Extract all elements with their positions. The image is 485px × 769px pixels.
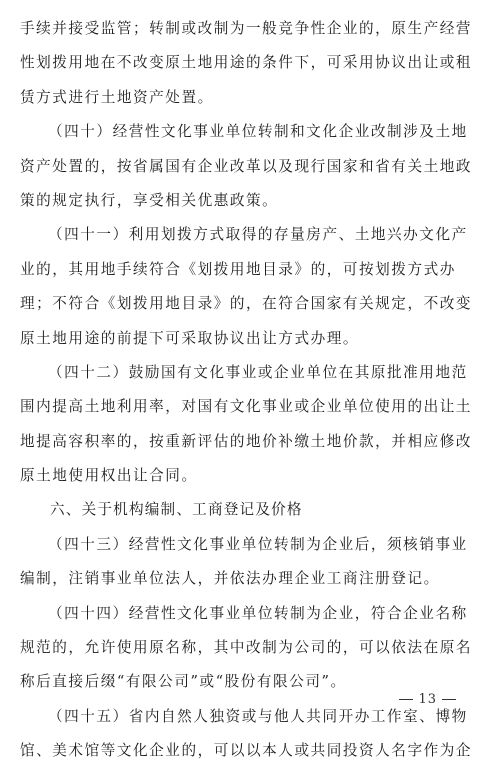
text-line: 手续并接受监管；转制或改制为一般竞争性企业的，原生产经营 [20, 20, 473, 37]
text-line: 原土地使用权出让合同。 [20, 467, 198, 485]
footer-dash-left [399, 699, 413, 700]
page-footer [394, 692, 461, 707]
text-line: 规范的，允许使用原名称，其中改制为公司的，可以依法在原名 [20, 639, 473, 657]
text-line: 理；不符合《划拨用地目录》的，在符合国家有关规定，不改变 [20, 295, 473, 313]
paragraph-start-line: （四十一）利用划拨方式取得的存量房产、土地兴办文化产 [48, 226, 468, 244]
text-line: 性划拨用地在不改变原土地用途的条件下，可采用协议出让或租 [20, 54, 473, 72]
paragraph-start-line: （四十三）经营性文化事业单位转制为企业后，须核销事业 [48, 535, 468, 553]
text-line: 赁方式进行土地资产处置。 [20, 88, 214, 106]
section-heading: 六、关于机构编制、工商登记及价格 [50, 501, 303, 519]
paragraph-start-line: （四十五）省内自然人独资或与他人共同开办工作室、博物 [48, 707, 468, 725]
text-line: 业的，其用地手续符合《划拨用地目录》的，可按划拨方式办 [20, 260, 456, 278]
paragraph-start-line: （四十）经营性文化事业单位转制和文化企业改制涉及土地 [48, 123, 468, 141]
paragraph-start-line: （四十四）经营性文化事业单位转制为企业，符合企业名称 [48, 604, 468, 622]
text-line: 策的规定执行，享受相关优惠政策。 [20, 191, 279, 209]
text-line: 资产处置的，按省属国有企业改革以及现行国家和省有关土地政 [20, 157, 473, 175]
page-number: 13 [418, 692, 437, 707]
paragraph-start-line: （四十二）鼓励国有文化事业或企业单位在其原批准用地范 [48, 363, 468, 381]
text-line: 原土地用途的前提下可采取协议出让方式办理。 [20, 329, 360, 347]
text-line: 馆、美术馆等文化企业的，可以以本人或共同投资人名字作为企 [20, 742, 473, 760]
text-line: 编制，注销事业单位法人，并依法办理企业工商注册登记。 [20, 570, 440, 588]
footer-dash-right [442, 699, 456, 700]
text-line: 称后直接后缀“有限公司”或“股份有限公司”。 [20, 673, 347, 691]
text-line: 地提高容积率的，按重新评估的地价补缴土地价款，并相应修改 [20, 432, 473, 450]
text-line: 围内提高土地利用率，对国有文化事业或企业单位使用的出让土 [20, 398, 473, 416]
